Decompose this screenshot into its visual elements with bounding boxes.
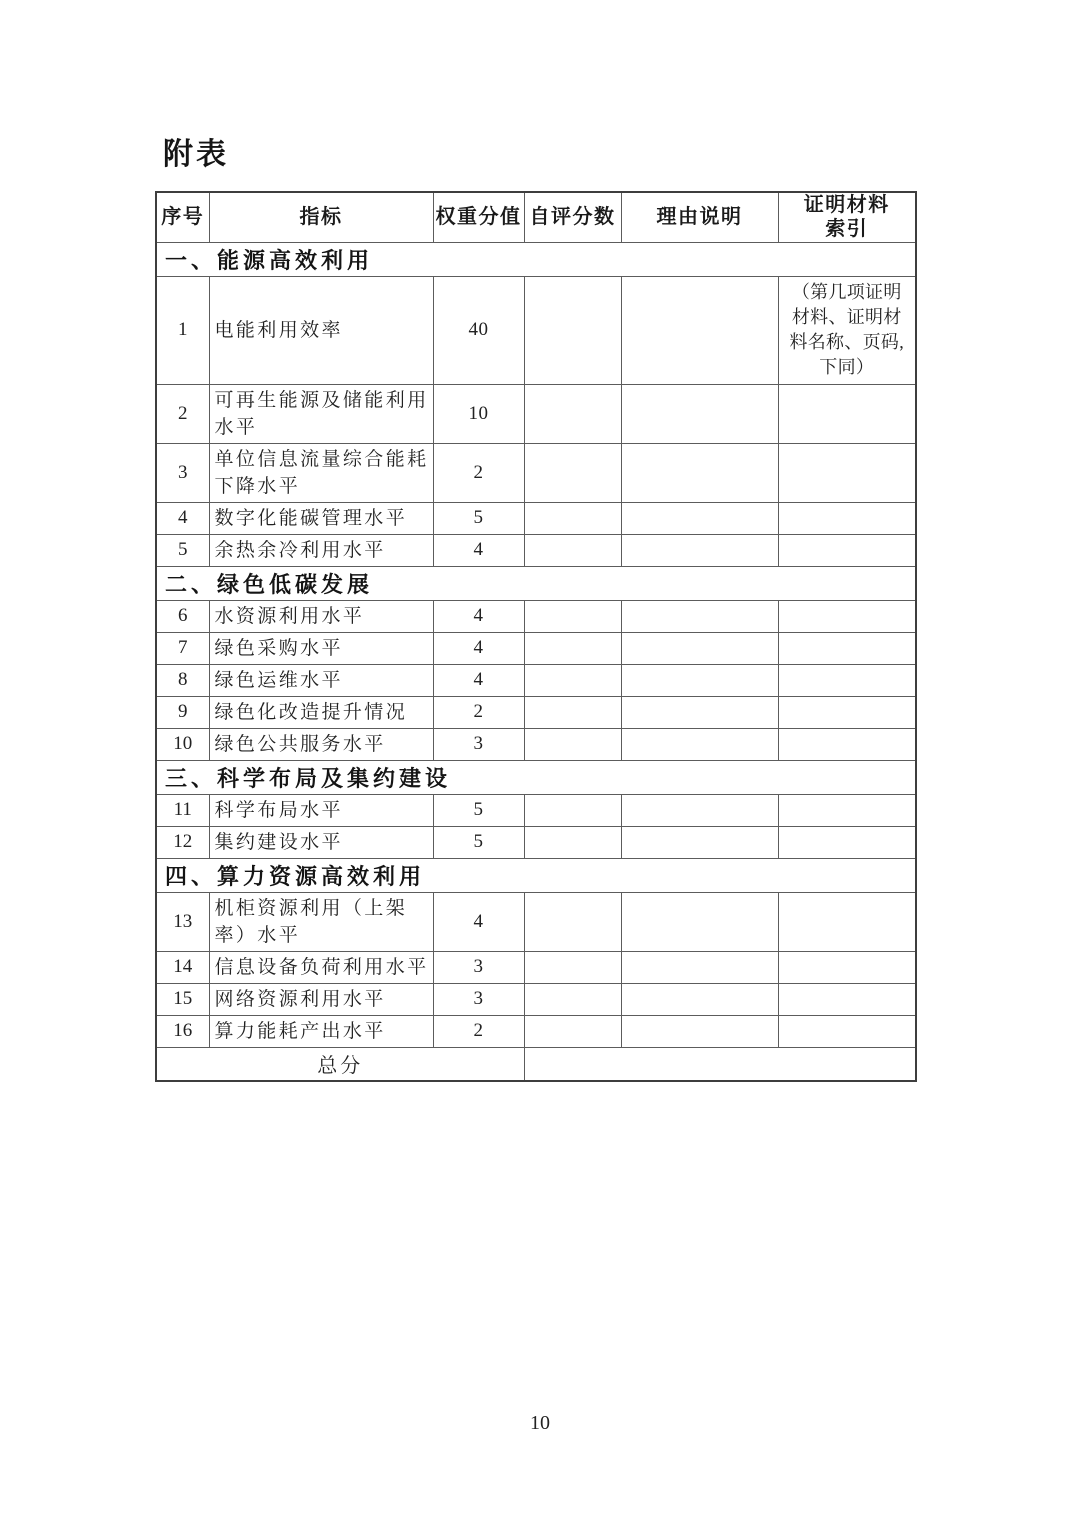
cell-indicator: 科学布局水平 xyxy=(209,794,433,826)
cell-reason xyxy=(621,443,778,502)
cell-indicator: 绿色运维水平 xyxy=(209,664,433,696)
cell-self-score xyxy=(524,600,621,632)
cell-self-score xyxy=(524,1015,621,1047)
cell-evidence xyxy=(778,826,916,858)
cell-self-score xyxy=(524,534,621,566)
table-row xyxy=(156,951,916,983)
cell-reason xyxy=(621,502,778,534)
table-row xyxy=(156,794,916,826)
table-row xyxy=(156,983,916,1015)
cell-no: 3 xyxy=(156,443,209,502)
section-row xyxy=(156,760,916,794)
page-number: 10 xyxy=(530,1412,550,1434)
cell-no: 15 xyxy=(156,983,209,1015)
cell-self-score xyxy=(524,384,621,443)
cell-self-score xyxy=(524,826,621,858)
table-row xyxy=(156,534,916,566)
column-header-reason: 理由说明 xyxy=(621,192,778,242)
cell-reason xyxy=(621,983,778,1015)
cell-self-score xyxy=(524,892,621,951)
cell-weight: 5 xyxy=(433,826,524,858)
evaluation-table xyxy=(155,191,917,1082)
cell-no: 5 xyxy=(156,534,209,566)
cell-self-score xyxy=(524,443,621,502)
table-row xyxy=(156,632,916,664)
cell-evidence xyxy=(778,794,916,826)
table-row xyxy=(156,276,916,384)
cell-self-score xyxy=(524,664,621,696)
cell-evidence xyxy=(778,1015,916,1047)
cell-reason xyxy=(621,632,778,664)
cell-reason xyxy=(621,534,778,566)
cell-reason xyxy=(621,384,778,443)
cell-weight: 4 xyxy=(433,632,524,664)
table-row xyxy=(156,664,916,696)
cell-reason xyxy=(621,728,778,760)
cell-indicator: 绿色采购水平 xyxy=(209,632,433,664)
cell-weight: 4 xyxy=(433,664,524,696)
cell-indicator: 网络资源利用水平 xyxy=(209,983,433,1015)
cell-indicator: 机柜资源利用（上架率）水平 xyxy=(209,892,433,951)
cell-reason xyxy=(621,892,778,951)
column-header-weight: 权重分值 xyxy=(433,192,524,242)
table-row xyxy=(156,892,916,951)
section-row xyxy=(156,858,916,892)
cell-weight: 2 xyxy=(433,443,524,502)
cell-no: 13 xyxy=(156,892,209,951)
cell-weight: 2 xyxy=(433,696,524,728)
cell-self-score xyxy=(524,951,621,983)
section-title: 三、科学布局及集约建设 xyxy=(156,760,916,794)
cell-evidence xyxy=(778,892,916,951)
table-row xyxy=(156,443,916,502)
table-row xyxy=(156,502,916,534)
cell-no: 9 xyxy=(156,696,209,728)
column-header-indicator: 指标 xyxy=(209,192,433,242)
cell-weight: 5 xyxy=(433,502,524,534)
cell-no: 1 xyxy=(156,276,209,384)
cell-evidence: （第几项证明材料、证明材料名称、页码,下同） xyxy=(778,276,916,384)
cell-evidence xyxy=(778,664,916,696)
cell-reason xyxy=(621,794,778,826)
cell-reason xyxy=(621,951,778,983)
cell-no: 6 xyxy=(156,600,209,632)
cell-indicator: 可再生能源及储能利用水平 xyxy=(209,384,433,443)
total-label-cell: 总分 xyxy=(156,1047,524,1081)
cell-self-score xyxy=(524,794,621,826)
cell-reason xyxy=(621,600,778,632)
cell-evidence xyxy=(778,600,916,632)
cell-evidence xyxy=(778,983,916,1015)
cell-weight: 3 xyxy=(433,728,524,760)
cell-no: 4 xyxy=(156,502,209,534)
cell-indicator: 绿色公共服务水平 xyxy=(209,728,433,760)
table-row xyxy=(156,1015,916,1047)
cell-evidence xyxy=(778,632,916,664)
cell-evidence xyxy=(778,728,916,760)
section-title: 二、绿色低碳发展 xyxy=(156,566,916,600)
section-row xyxy=(156,242,916,276)
cell-weight: 4 xyxy=(433,534,524,566)
cell-reason xyxy=(621,276,778,384)
cell-self-score xyxy=(524,632,621,664)
table-row xyxy=(156,826,916,858)
cell-no: 8 xyxy=(156,664,209,696)
cell-indicator: 算力能耗产出水平 xyxy=(209,1015,433,1047)
cell-self-score xyxy=(524,696,621,728)
cell-evidence xyxy=(778,951,916,983)
cell-indicator: 数字化能碳管理水平 xyxy=(209,502,433,534)
cell-self-score xyxy=(524,276,621,384)
section-title: 一、能源高效利用 xyxy=(156,242,916,276)
cell-no: 10 xyxy=(156,728,209,760)
document-title: 附表 xyxy=(163,138,229,171)
cell-indicator: 信息设备负荷利用水平 xyxy=(209,951,433,983)
cell-evidence xyxy=(778,534,916,566)
cell-evidence xyxy=(778,696,916,728)
cell-no: 12 xyxy=(156,826,209,858)
cell-indicator: 单位信息流量综合能耗下降水平 xyxy=(209,443,433,502)
total-value-cell xyxy=(524,1047,916,1081)
table-row xyxy=(156,384,916,443)
column-header-evidence: 证明材料索引 xyxy=(778,192,916,242)
column-header-no: 序号 xyxy=(156,192,209,242)
table-row xyxy=(156,696,916,728)
cell-self-score xyxy=(524,502,621,534)
cell-indicator: 电能利用效率 xyxy=(209,276,433,384)
cell-weight: 40 xyxy=(433,276,524,384)
cell-indicator: 余热余冷利用水平 xyxy=(209,534,433,566)
table-header-row xyxy=(156,192,916,242)
cell-weight: 5 xyxy=(433,794,524,826)
cell-self-score xyxy=(524,983,621,1015)
cell-weight: 3 xyxy=(433,983,524,1015)
cell-evidence xyxy=(778,384,916,443)
cell-evidence xyxy=(778,502,916,534)
cell-indicator: 水资源利用水平 xyxy=(209,600,433,632)
cell-reason xyxy=(621,664,778,696)
cell-weight: 4 xyxy=(433,600,524,632)
cell-no: 16 xyxy=(156,1015,209,1047)
section-row xyxy=(156,566,916,600)
total-row xyxy=(156,1047,916,1081)
cell-indicator: 绿色化改造提升情况 xyxy=(209,696,433,728)
cell-weight: 3 xyxy=(433,951,524,983)
cell-no: 7 xyxy=(156,632,209,664)
cell-reason xyxy=(621,826,778,858)
cell-indicator: 集约建设水平 xyxy=(209,826,433,858)
table-row xyxy=(156,600,916,632)
column-header-self-score: 自评分数 xyxy=(524,192,621,242)
cell-no: 2 xyxy=(156,384,209,443)
cell-no: 11 xyxy=(156,794,209,826)
table-row xyxy=(156,728,916,760)
cell-self-score xyxy=(524,728,621,760)
cell-reason xyxy=(621,1015,778,1047)
cell-evidence xyxy=(778,443,916,502)
section-title: 四、算力资源高效利用 xyxy=(156,858,916,892)
cell-weight: 10 xyxy=(433,384,524,443)
cell-no: 14 xyxy=(156,951,209,983)
cell-weight: 2 xyxy=(433,1015,524,1047)
cell-weight: 4 xyxy=(433,892,524,951)
cell-reason xyxy=(621,696,778,728)
